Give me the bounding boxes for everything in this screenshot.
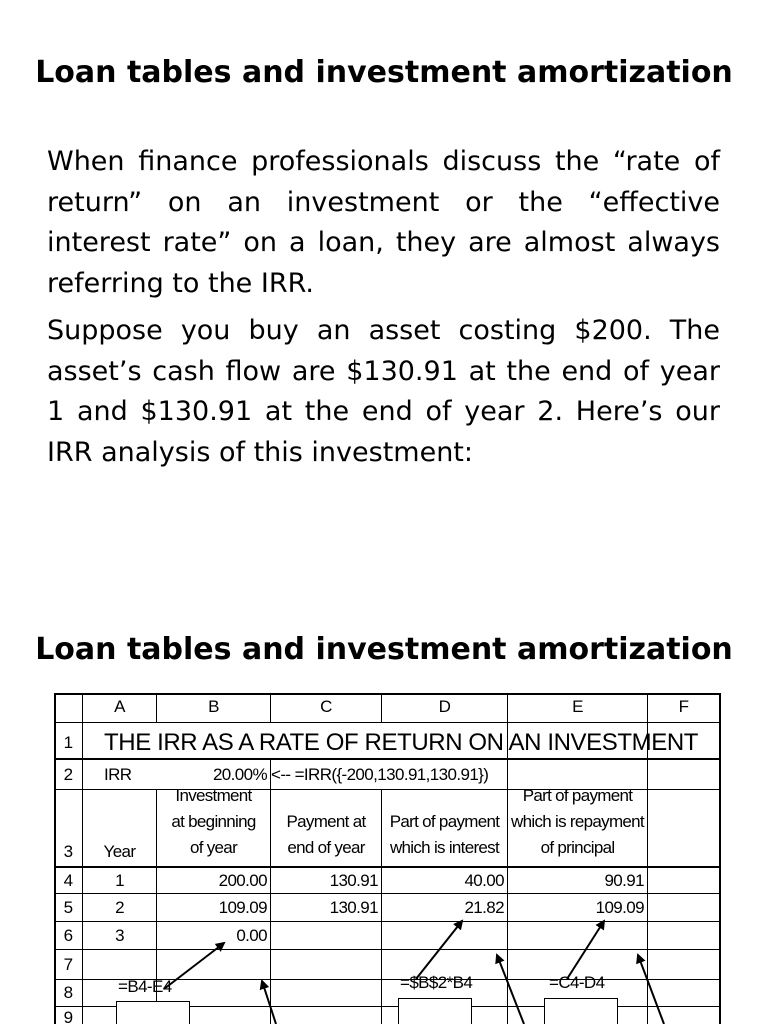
slide-2-title: Loan tables and investment amortization [35,632,733,667]
cell-c4: 130.91 [329,871,378,890]
header-investment: Investment at beginning of year [171,786,256,857]
cell-e5: 109.09 [595,898,644,917]
row-number-8: 8 [63,983,73,1002]
sheet-heading: THE IRR AS A RATE OF RETURN ON AN INVESTMENT [104,729,699,756]
formula-d8: =$B$2*B4 [400,973,473,992]
irr-value: 20.00% [212,765,267,784]
arrow-box-e [638,955,664,1024]
row-number-7: 7 [63,955,73,974]
row-number-6: 6 [63,926,73,945]
formula-b8: =B4-E4 [118,977,172,996]
cell-a6: 3 [115,926,124,945]
row-number-4: 4 [63,871,73,890]
arrow-e8-to-e5 [567,921,604,979]
cell-d5: 21.82 [464,898,504,917]
arrow-box-d [497,955,524,1024]
row-number-2: 2 [63,765,73,784]
column-header-c: C [320,697,332,716]
slide-1-title: Loan tables and investment amortization [35,55,733,90]
paragraph-asset-example: Suppose you buy an asset costing $200. The asset’s cash flow are $130.91 at the end of year 1 and $130.91 at the end of year 2. Here’s our IRR analysis of this investment: [47,314,720,468]
cell-a4: 1 [115,871,124,890]
cell-d4: 40.00 [464,871,504,890]
row-number-3: 3 [63,842,73,861]
paragraph-irr-definition: When finance professionals discuss the “rate of return” on an investment or the “effective interest rate” on a loan, they are almost always referring to the IRR. [47,146,720,300]
row-number-9: 9 [63,1008,73,1024]
row-number-1: 1 [63,733,73,752]
arrow-d8-to-d5 [416,921,462,979]
header-principal: Part of payment which is repayment of principal [511,786,644,857]
cell-b6: 0.00 [236,926,267,945]
irr-formula-note: <-- =IRR({-200,130.91,130.91}) [271,765,489,784]
column-header-a: A [114,697,125,716]
column-header-d: D [438,697,451,716]
slide-1-body [47,142,720,480]
irr-label: IRR [104,765,132,784]
header-payment: Payment at end of year [286,812,366,857]
column-header-b: B [208,697,219,716]
formula-e8: =C4-D4 [549,973,605,992]
cell-e4: 90.91 [604,871,644,890]
cell-c5: 130.91 [329,898,378,917]
cell-a5: 2 [115,898,124,917]
irr-spreadsheet [54,693,721,1024]
annotation-arrows [54,693,721,1024]
arrow-box-b [262,981,276,1024]
header-year: Year [103,842,136,861]
cell-b5: 109.09 [218,898,267,917]
cell-b4: 200.00 [218,871,267,890]
arrow-b8-to-b6 [164,943,224,989]
column-header-e: E [572,697,583,716]
header-interest: Part of payment which is interest [389,812,500,857]
column-header-f: F [678,697,689,716]
row-number-5: 5 [63,898,73,917]
